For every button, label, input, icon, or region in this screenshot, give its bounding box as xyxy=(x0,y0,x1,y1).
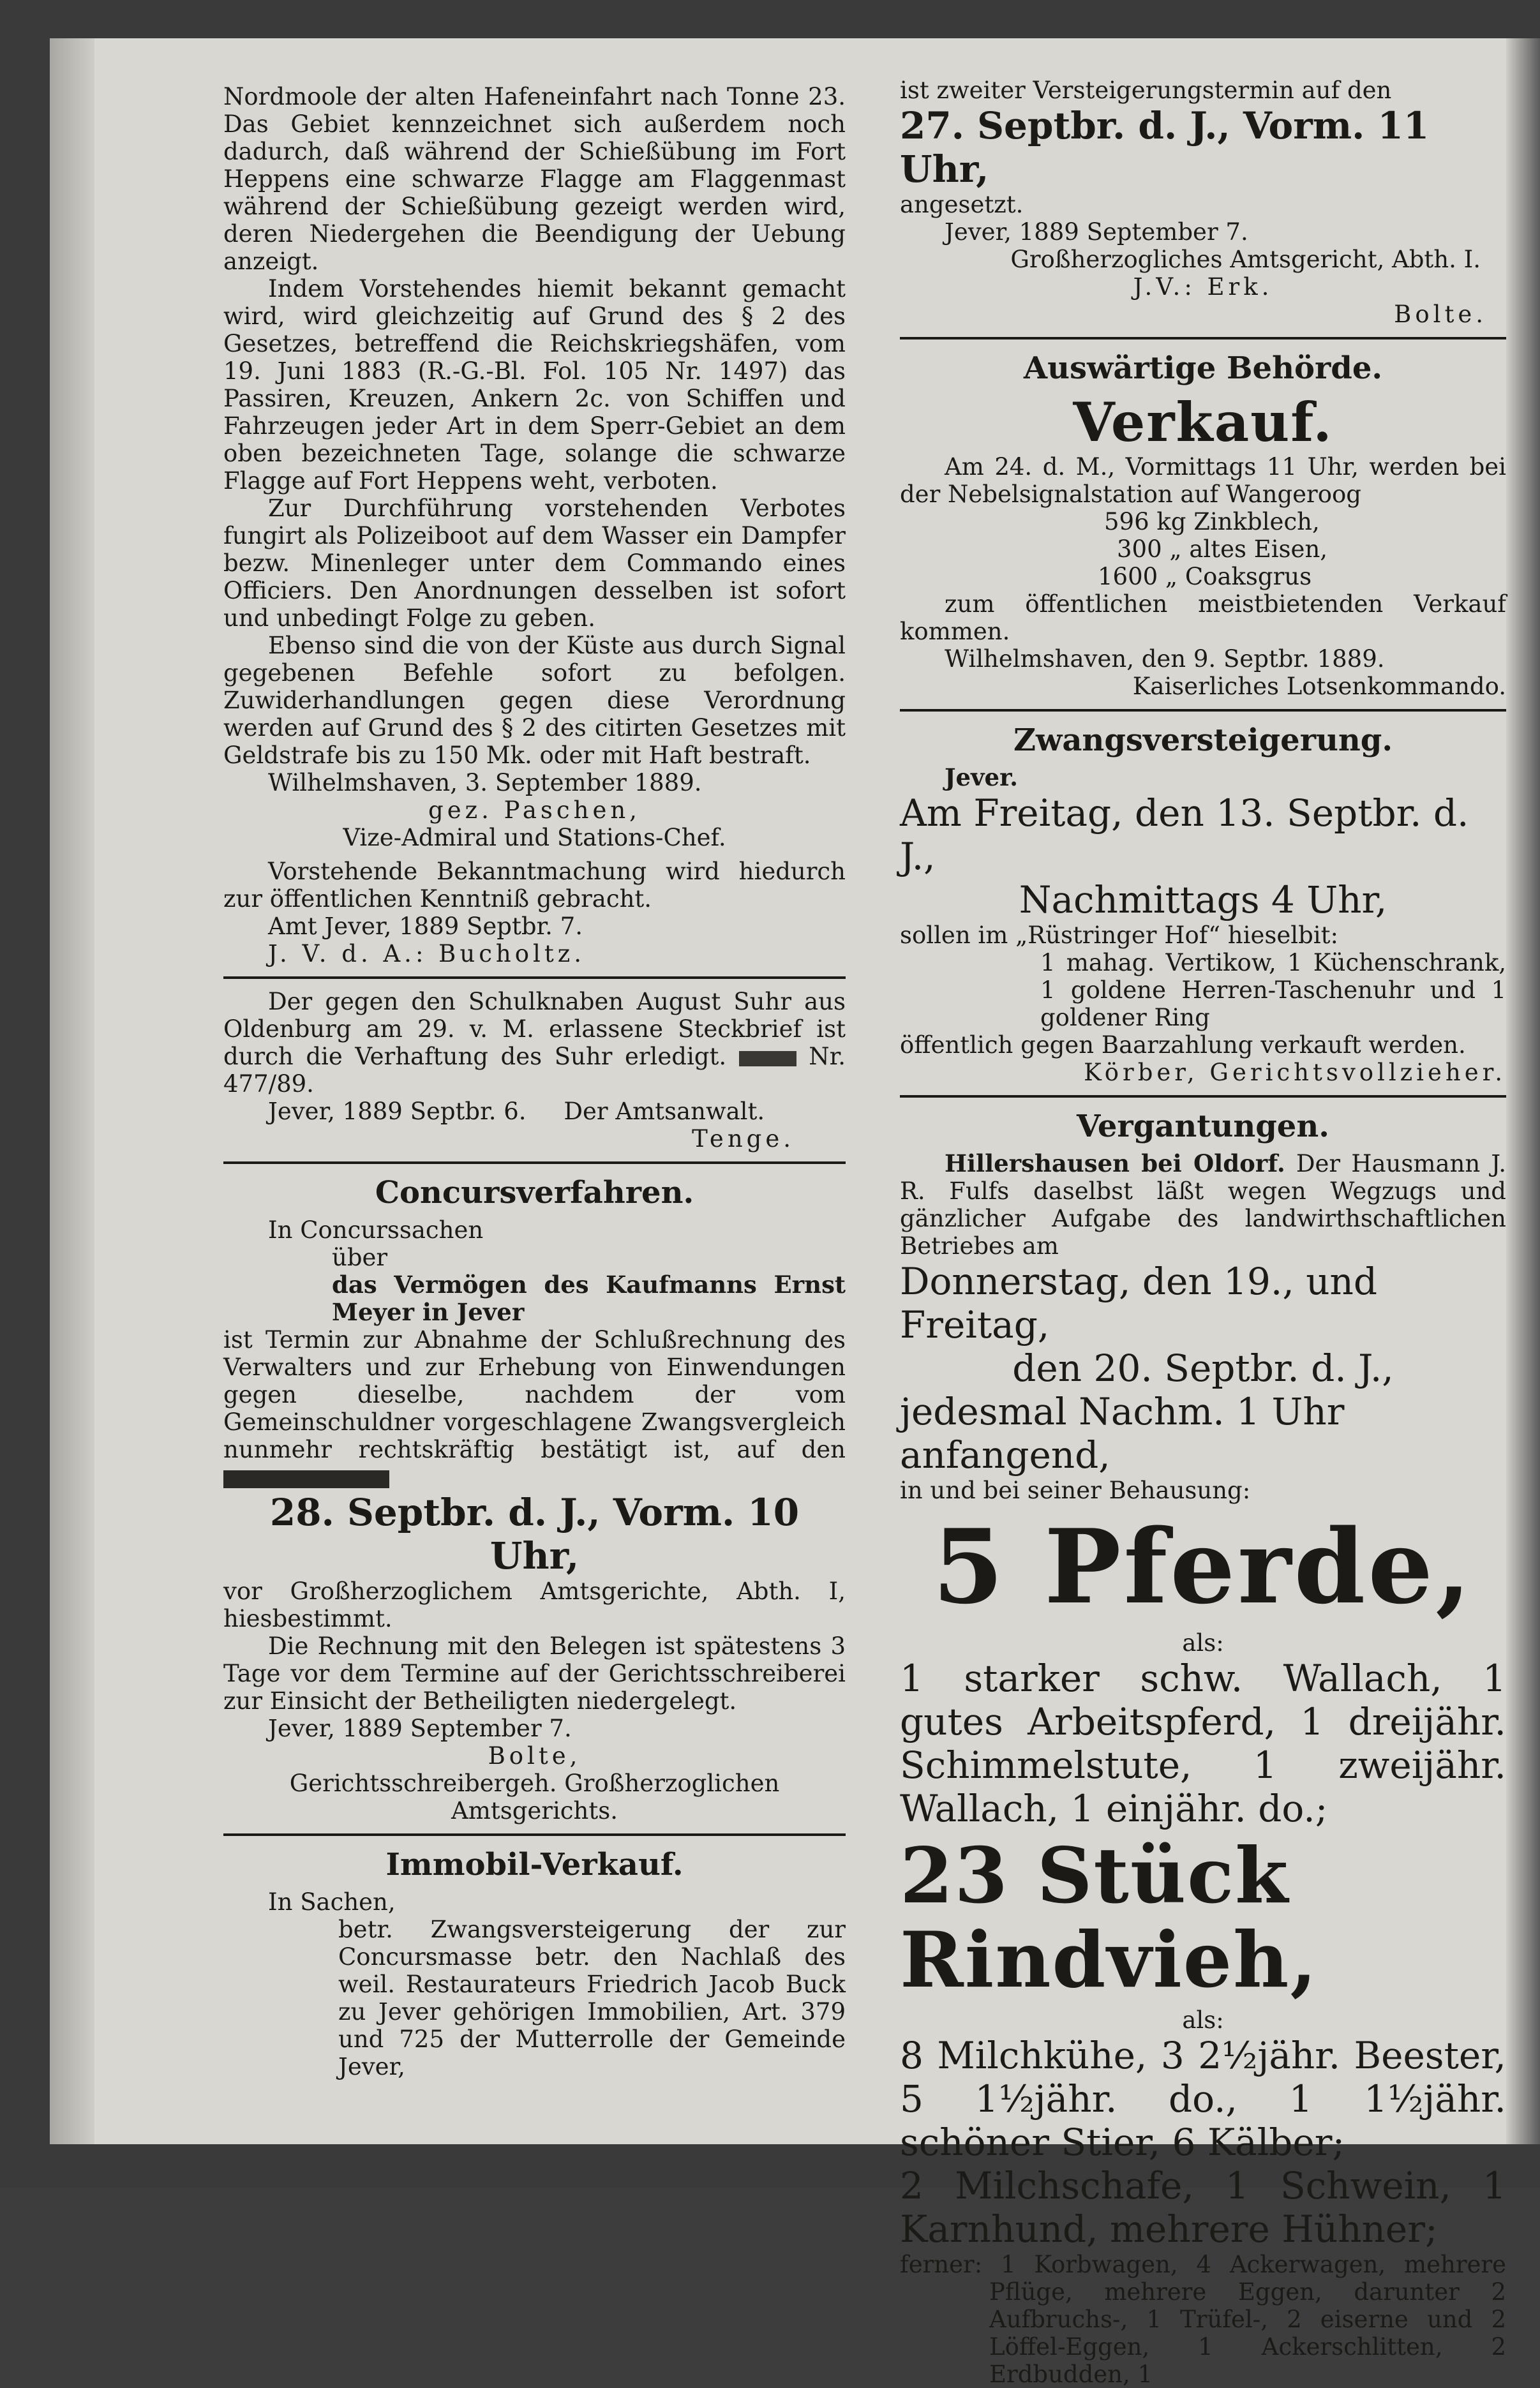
concurs-line: In Concurssachen xyxy=(268,1216,484,1244)
verg-place: Hillershausen bei Oldorf. xyxy=(945,1149,1285,1177)
warrant-signature: Tenge. xyxy=(692,1125,795,1153)
verg-line: in und bei seiner Behausung: xyxy=(900,1477,1251,1504)
redaction-mark xyxy=(739,1051,796,1066)
notice-signature: gez. Paschen, xyxy=(428,796,641,824)
notice-paragraph: Zur Durchführung vorstehenden Verbotes fungirt als Polizeiboot auf dem Wasser ein Dampfer bezw. Minenleger unter dem Commando eines Officiers. Den Anordnungen desselben ist sofort und unbedingt Folge zu geben. xyxy=(223,495,846,632)
warrant-notice xyxy=(223,988,846,1098)
section-heading-concurs: Concursverfahren. xyxy=(375,1175,694,1211)
warrant-number: Nr. 477/89. xyxy=(223,1043,846,1098)
verg-horses-list: 1 starker schw. Wallach, 1 gutes Arbeitspferd, 1 dreijähr. Schimmelstute, 1 zweijähr. Wallach, 1 einjähr. do.; xyxy=(900,1657,1506,1830)
warrant-date: Jever, 1889 Septbr. 6. xyxy=(268,1098,527,1125)
verg-als: als: xyxy=(1182,1629,1224,1657)
notice-date: Amt Jever, 1889 Septbr. 7. xyxy=(268,913,583,940)
verg-time: jedesmal Nachm. 1 Uhr anfangend, xyxy=(900,1390,1345,1477)
notice-date: Wilhelmshaven, 3. September 1889. xyxy=(268,769,702,796)
concurs-line: über xyxy=(332,1244,388,1271)
sale-paragraph: zum öffentlichen meistbietenden Verkauf kommen. xyxy=(900,590,1506,645)
sale-paragraph: Am 24. d. M., Vormittags 11 Uhr, werden bei der Nebelsignalstation auf Wangeroog xyxy=(900,453,1506,508)
section-divider xyxy=(223,1161,846,1164)
sale-item: 596 kg Zinkblech, xyxy=(1104,508,1320,535)
immobil-line: In Sachen, xyxy=(268,1888,396,1916)
notice-paragraph: Indem Vorstehendes hiemit bekannt gemacht wird, wird gleichzeitig auf Grund des § 2 des Gesetzes, betreffend die Reichskriegshäfen, vom 19. Juni 1883 (R.-G.-Bl. Fol. 105 Nr. 1497) das Passiren, Kreuzen, Ankern 2c. von Schiffen und Fahrzeugen jeder Art in dem Sperr-Gebiet an dem oben bezeichneten Tage, solange die schwarze Flagge auf Fort Heppens weht, verboten. xyxy=(223,275,846,495)
verg-equipment-list: ferner: 1 Korbwagen, 4 Ackerwagen, mehrere Pflüge, mehrere Eggen, darunter 2 Aufbruchs-, 1 Trüfel-, 2 eiserne und 2 Löffel-Eggen, 1 Ackerschlitten, 2 Erdbudden, 1 xyxy=(900,2251,1506,2388)
concurs-date-line: Jever, 1889 September 7. xyxy=(268,1715,572,1742)
verg-cattle-list: 8 Milchkühe, 3 2½jähr. Beester, 5 1½jähr. do., 1 1½jähr. schöner Stier, 6 Kälber; xyxy=(900,2034,1506,2164)
concurs-debtor: das Vermögen des Kaufmanns Ernst Meyer in Jever xyxy=(332,1271,846,1326)
section-divider xyxy=(900,1095,1506,1098)
concurs-date xyxy=(223,1491,846,1578)
verg-als: als: xyxy=(1182,2006,1224,2034)
auction-line: angesetzt. xyxy=(900,191,1024,218)
section-divider xyxy=(223,976,846,979)
right-column xyxy=(900,77,1506,2388)
warrant-text: Der gegen den Schulknaben August Suhr aus Oldenburg am 29. v. M. erlassene Steckbrief ist durch die Verhaftung des Suhr erledigt. xyxy=(223,988,846,1070)
sale-date: Wilhelmshaven, den 9. Septbr. 1889. xyxy=(945,645,1385,673)
section-divider xyxy=(900,709,1506,712)
concurs-text: ist Termin zur Abnahme der Schlußrechnung des Verwalters und zur Erhebung von Einwendungen gegen dieselbe, nachdem der vom Gemeinschuldner vorgeschlagene Zwangsvergleich nunmehr rechtskräftig bestätigt ist, auf den xyxy=(223,1326,846,1463)
section-heading-auswaertig: Auswärtige Behörde. xyxy=(1023,350,1383,386)
auction-signature: J.V.: Erk. xyxy=(1133,273,1273,301)
immobil-paragraph: betr. Zwangsversteigerung der zur Concursmasse betr. den Nachlaß des weil. Restaurateurs Friedrich Jacob Buck zu Jever gehörigen Immobilien, Art. 379 und 725 der Mutterrolle der Gemeinde Jever, xyxy=(338,1916,846,2080)
heading-verkauf: Verkauf. xyxy=(1073,391,1333,454)
warrant-date-line xyxy=(223,1098,846,1125)
section-divider xyxy=(900,337,1506,340)
auction-date-line: Jever, 1889 September 7. xyxy=(945,218,1248,246)
section-heading-vergantungen: Vergantungen. xyxy=(1077,1108,1329,1144)
section-heading-immobil: Immobil-Verkauf. xyxy=(385,1847,684,1883)
concurs-date-day: 28. Septbr. d. J., xyxy=(269,1491,601,1534)
auction-clerk: Bolte. xyxy=(1394,301,1487,328)
sale-item: 300 „ altes Eisen, xyxy=(1117,535,1328,563)
verg-date: den 20. Septbr. d. J., xyxy=(1012,1347,1394,1390)
section-heading-zwang: Zwangsversteigerung. xyxy=(1013,722,1393,758)
zwang-items: 1 mahag. Vertikow, 1 Küchenschrank, 1 goldene Herren-Taschenuhr und 1 goldener Ring xyxy=(1040,949,1506,1031)
concurs-date-time: Vorm. 10 Uhr, xyxy=(490,1491,800,1578)
redaction-mark xyxy=(223,1470,389,1488)
zwang-line: sollen im „Rüstringer Hof“ hieselbit: xyxy=(900,922,1338,949)
page-right-edge xyxy=(1506,38,1540,2144)
section-divider xyxy=(223,1833,846,1836)
zwang-signature: Körber, Gerichtsvollzieher. xyxy=(1084,1059,1506,1086)
warrant-office: Der Amtsanwalt. xyxy=(564,1098,765,1125)
notice-continuation: Nordmoole der alten Hafeneinfahrt nach Tonne 23. Das Gebiet kennzeichnet sich außerdem noch dadurch, daß während der Schießübung im Fort Heppens eine schwarze Flagge am Flaggenmast während der Schießübung gezeigt werden wird, deren Niedergehen die Beendigung der Uebung anzeigt. xyxy=(223,83,846,275)
verg-horses-heading: 5 Pferde, xyxy=(932,1507,1474,1627)
notice-paragraph: Vorstehende Bekanntmachung wird hiedurch zur öffentlichen Kenntniß gebracht. xyxy=(223,858,846,913)
zwang-date: Am Freitag, den 13. Septbr. d. J., xyxy=(900,791,1469,878)
zwang-place: Jever. xyxy=(945,763,1019,791)
concurs-paragraph xyxy=(223,1326,846,1491)
verg-text: Der Hausmann J. R. Fulfs daselbst läßt wegen Wegzugs und gänzlicher Aufgabe des landwirthschaftlichen Betriebes am xyxy=(900,1150,1506,1260)
verg-date: Donnerstag, den 19., und Freitag, xyxy=(900,1260,1378,1347)
zwang-time: Nachmittags 4 Uhr, xyxy=(1019,878,1387,922)
sale-office: Kaiserliches Lotsenkommando. xyxy=(1132,673,1506,700)
auction-date: 27. Septbr. d. J., Vorm. 11 Uhr, xyxy=(900,104,1430,191)
page-binding-edge xyxy=(50,38,94,2144)
verg-cattle-heading: 23 Stück Rindvieh, xyxy=(900,1831,1319,2005)
notice-signature: J. V. d. A.: Bucholtz. xyxy=(268,940,585,967)
verg-paragraph xyxy=(900,1150,1506,1260)
zwang-line: öffentlich gegen Baarzahlung verkauft werden. xyxy=(900,1031,1466,1059)
auction-line: ist zweiter Versteigerungstermin auf den xyxy=(900,77,1392,104)
concurs-paragraph: vor Großherzoglichem Amtsgerichte, Abth. I, hiesbestimmt. xyxy=(223,1578,846,1632)
notice-signer-rank: Vize-Admiral und Stations-Chef. xyxy=(343,824,726,851)
verg-animals-list: 2 Milchschafe, 1 Schwein, 1 Karnhund, mehrere Hühner; xyxy=(900,2164,1506,2251)
concurs-office: Gerichtsschreibergeh. Großherzoglichen Amtsgerichts. xyxy=(289,1770,780,1825)
auction-office: Großherzogliches Amtsgericht, Abth. I. xyxy=(1010,246,1481,273)
sale-item: 1600 „ Coaksgrus xyxy=(1098,563,1312,590)
notice-paragraph: Ebenso sind die von der Küste aus durch Signal gegebenen Befehle sofort zu befolgen. Zuwiderhandlungen gegen diese Verordnung werden auf Grund des § 2 des citirten Gesetzes mit Geldstrafe bis zu 150 Mk. oder mit Haft bestraft. xyxy=(223,632,846,769)
concurs-signature: Bolte, xyxy=(488,1742,581,1770)
left-column xyxy=(223,83,846,2080)
concurs-paragraph: Die Rechnung mit den Belegen ist spätestens 3 Tage vor dem Termine auf der Gerichtsschreiberei zur Einsicht der Betheiligten niedergelegt. xyxy=(223,1632,846,1715)
